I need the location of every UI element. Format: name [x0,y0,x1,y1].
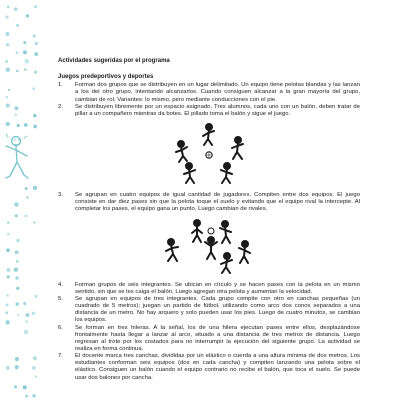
decorative-dot [23,302,26,305]
decorative-dot [34,5,37,8]
item-number: 1. [58,82,63,89]
decorative-dot [15,113,17,115]
decorative-dot [35,42,38,45]
item-text: Forman grupos de seis integrantes. Se ubican en círculo y se hacen pases con la pelota en un mismo sentido, sin que se les caiga el balón. Luego agregan otra pelota y aumentan la velocidad. [75,281,360,295]
decorative-dot [26,196,28,198]
decorative-dot [6,248,10,252]
decorative-dot [7,233,9,235]
child-figure-icon [192,220,202,242]
list-item [58,104,360,118]
decorative-dot [15,365,19,369]
child-figure-icon [166,239,178,261]
decorative-dot [5,320,9,324]
item-text: Forman dos grupos que se distribuyen en un lugar delimitado. Un equipo tiene pelotas blandas y las lanzan a los del otro grupo, intentando alcanzarlos. Cuando consiguen alcanzar a la gran mayoría del grupo, cambian de rol. Variantes: lo mismo, pero mediante conducciones con el pie. [75,82,360,103]
decorative-dot [34,295,37,298]
item-number: 2. [58,103,63,110]
list-item [58,282,360,296]
child-figure-icon [203,124,214,145]
side-decoration [0,0,46,400]
item-number: 7. [58,353,63,360]
item-number: 4. [58,281,63,288]
decorative-dot [33,125,37,129]
decorative-dot [6,43,10,47]
illustration-circle-game [164,122,254,184]
decorative-dot [14,202,18,206]
decorative-dot [33,356,37,360]
decorative-dot [33,35,36,38]
decorative-dot [16,287,19,290]
decorative-dot [5,16,8,19]
list-item [58,296,360,325]
decorative-dot [34,71,37,74]
item-text: Se agrupan en equipos de tres integrantes. Cada grupo compite con otro en canchas pequeñas (un cuadrado de 5 metros); juegan un partido de fútbol, utilizando como arco dos conos separados a una distancia de un metro. No hay arquero y solo pueden usar los pies. Luego de cuatro minutos, se cambian los equipos. [75,295,360,324]
ball-icon [208,228,214,234]
decorative-dot [32,312,36,316]
decorative-dot [7,275,10,278]
decorative-dot [33,114,36,117]
decorative-dot [24,59,28,63]
decorative-dot [23,385,27,389]
decorative-dot [14,267,19,272]
ball-icon [206,152,212,158]
decorative-dot [16,24,18,26]
decorative-dot [5,32,9,36]
decorative-dot [6,304,9,307]
decorative-dot [32,366,36,370]
decorative-dot [15,357,19,361]
activity-list [58,192,360,213]
decorative-dot [6,67,11,72]
decorative-dot [5,60,8,63]
document-body [58,58,360,382]
decorative-dot [17,124,20,127]
child-figure-icon [221,163,232,183]
decorative-dot [33,186,37,190]
activity-list [58,82,360,118]
decorative-dot [7,6,10,9]
decorative-dot [34,52,38,56]
item-text: Se agrupan en cuatro equipos de igual cantidad de jugadores. Compiten entre dos equipos. El juego consiste en dar diez pases sin que la pelota toque el suelo y evitando que el equipo rival la intercepte. Al completar los pases, el equipo gana un punto. Luego cambian de rivales. [75,192,360,213]
decorative-dot [6,96,8,98]
list-item [58,192,360,213]
decorative-dot [24,330,28,334]
decorative-dot [15,214,18,217]
decorative-dot [15,106,19,110]
item-number: 3. [58,192,63,199]
decorative-dot [16,239,19,242]
decorative-dot [25,187,28,190]
child-figure-icon [239,241,250,263]
decorative-dot [7,222,9,224]
decorative-dot [24,215,26,217]
decorative-dot [25,395,28,398]
decorative-dot [23,41,26,44]
decorative-dot [26,313,30,317]
decorative-dot [6,268,10,272]
section-title: Juegos predeportivos y deportes [58,74,154,81]
decorative-dot [15,250,19,254]
activity-list [58,282,360,382]
child-figure-icon [232,137,243,159]
decorative-dot [16,70,18,72]
decorative-dot [14,385,17,388]
dots-pattern [5,5,38,398]
decorative-dot [24,68,26,70]
decorative-dot [14,7,18,11]
decorative-dot [26,14,29,17]
list-item [58,325,360,354]
decorative-dot [23,50,27,54]
decorative-dot [16,260,19,263]
child-figure-icon [176,141,187,162]
decorative-dot [15,302,19,306]
child-figure-icon [6,134,28,178]
child-figure-icon [184,163,195,183]
decorative-dot [17,314,19,316]
page-title: Actividades sugeridas por el programa [58,58,170,64]
decorative-dot [24,123,28,127]
decorative-dot [16,51,19,54]
decorative-dot [8,89,10,91]
decorative-dot [5,311,8,314]
decorative-dot [35,375,37,377]
decorative-dot [6,104,10,108]
decorative-dot [33,222,35,224]
illustration-passing-game [159,218,259,274]
item-number: 6. [58,324,63,331]
decorative-dot [6,294,9,297]
child-figure-icon [205,237,217,259]
item-text: Se forman en tres hileras. A la señal, los de una hilera ejecutan pases entre ellos, desplazándose frontalmente hasta llegar a lanzar al arco, situado a una distancia de tres metros de distancia. Luego regresan al trote por los costados para no interrumpir la ejecución del siguiente grupo. La actividad se realiza en forma continua. [75,324,360,352]
item-text: El docente marca tres canchas, divididas por un elástico o cuerda a una altura mínima de dos metros. Los estudiantes conforman seis equipos (dos en cada cancha) y compiten lanzando una pelota sobre el elástico. Consiguen un balón cuando el equipo contrario no recibe el balón, que toca el suelo. Se puede usar dos balones por cancha. [75,353,360,381]
decorative-dot [6,122,10,126]
item-text: Se distribuyen libremente por un espacio asignado. Tres alumnos, cada uno con un balón, deben tratar de pillar a un compañero mientras da botes. El pillado toma el balón y sigue el juego. [75,103,360,117]
list-item [58,82,360,103]
child-figure-icon [221,253,232,273]
list-item [58,353,360,382]
decorative-dot [32,394,35,397]
decorative-dot [15,276,19,280]
item-number: 5. [58,295,63,302]
child-figure-icon [220,221,231,243]
decorative-dot [25,320,28,323]
decorative-dot [6,366,10,370]
decorative-dot [32,87,35,90]
